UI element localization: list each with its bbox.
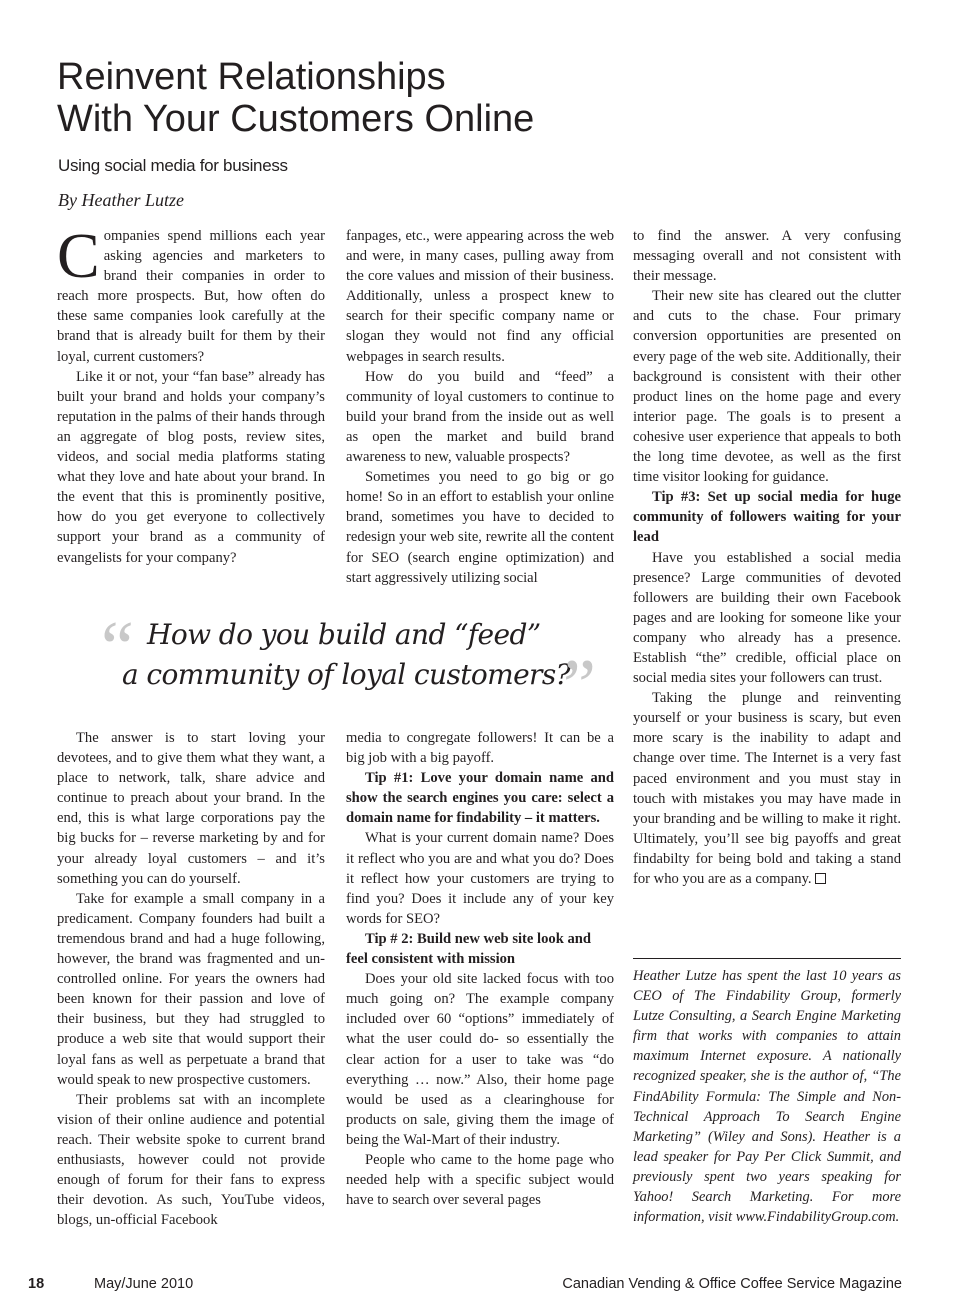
column-5 xyxy=(346,728,614,1210)
paragraph: People who came to the home page who needed help with a specific subject would have to search over several pages xyxy=(346,1151,614,1209)
issue-date: May/June 2010 xyxy=(94,1276,194,1292)
paragraph-text: Taking the plunge and reinventing yourself or your business is scary, but even more scary is the inability to adapt and change over time. The Internet is a very fast paced environment and you must stay in touch with mistakes you may have made in your branding and be willing to make it right. Ultimately, you’ll see big payoffs and great findabilty for being bold and taking a stand for who you are as a company. xyxy=(633,690,901,887)
paragraph: Their new site has cleared out the clutter and cuts to the chase. Four primary conversion opportunities are presented on every page of the web site. Additionally, their background is consistent with their other product lines on the home page and every interior page. The goals is to present a cohesive user experience that appeals to both the long time devotee, as well as the first time visitor looking for guidance. xyxy=(633,288,901,486)
tip-1-heading: Tip #1: Love your domain name and show the search engines you care: select a domain name for findability – it matters. xyxy=(346,770,614,827)
hollow-square-icon xyxy=(815,873,826,884)
close-quote-mark-icon: ” xyxy=(563,645,596,727)
bio-divider xyxy=(633,958,901,959)
paragraph xyxy=(633,688,901,889)
article-subtitle: Using social media for business xyxy=(58,156,288,175)
pull-quote-line-2: a community of loyal customers? xyxy=(122,658,571,691)
tip-3-heading: Tip #3: Set up social media for huge community of followers waiting for your lead xyxy=(633,489,901,546)
paragraph-text: ompanies spend millions each year asking agencies and marketers to brand their companies in order to reach more prospects. But, how often do these same companies look carefully at the brand that is already built for them by their loyal, current customers? xyxy=(57,228,325,365)
paragraph: to find the answer. A very confusing messaging overall and not consistent with their message. xyxy=(633,228,901,285)
paragraph: Their problems sat with an incomplete vision of their online audience and potential reach. Their website spoke to current brand enthusiasts, however could not provide enough of forum for their fans to express their devotion. As such, YouTube videos, blogs, un-official Facebook xyxy=(57,1091,325,1229)
column-1 xyxy=(57,220,325,568)
paragraph: The answer is to start loving your devotees, and to give them what they want, a place to network, talk, share advice and continue to preach about your brand. In the end, this is what large corporations pay the big bucks for – reverse marketing by and for your already loyal customers – and it’s something you can do yourself. xyxy=(57,730,325,887)
paragraph: fanpages, etc., were appearing across the web and were, in many cases, pulling away from the core values and mission of their business. Additionally, unless a prospect knew to search for their specific company name or slogan they would not find any official webpages in search results. xyxy=(346,228,614,365)
tip-2-heading: Tip # 2: Build new web site look and feel consistent with mission xyxy=(346,930,591,968)
paragraph: How do you build and “feed” a community of loyal customers to continue to build your brand from the inside out as well as open the market and build brand awareness to new, valuable prospects? xyxy=(346,368,614,466)
article-title xyxy=(57,56,677,140)
magazine-name: Canadian Vending & Office Coffee Service Magazine xyxy=(562,1276,902,1292)
paragraph xyxy=(57,220,325,367)
paragraph: Does your old site lacked focus with too much going on? The example company included over 60 “options” immediately of what the user could do- so essentially the clear action for a user to take was “do everything … now.” Also, their home page would be used as a clearinghouse for products on sale, giving them the image of being the Wal-Mart of their industry. xyxy=(346,971,614,1148)
column-3 xyxy=(633,226,901,889)
author-bio: Heather Lutze has spent the last 10 years as CEO of The Findability Group, formerly Lutze Consulting, a Search Engine Marketing firm that works with companies to attain maximum Internet exposure. A nationally recognized speaker, she is the author of, “The FindAbility Formula: The Simple and Non-Technical Approach To Search Engine Marketing” (Wiley and Sons). Heather is a lead speaker for Pay Per Click Summit, and previously spent two years speaking for Yahoo! Search Marketing. For more information, visit www.FindabilityGroup.com. xyxy=(633,968,901,1226)
pull-quote-line-1: How do you build and “feed” xyxy=(147,618,541,651)
open-quote-mark-icon: “ xyxy=(101,607,134,689)
column-4 xyxy=(57,728,325,1230)
paragraph: Have you established a social media presence? Large communities of devoted followers are building their own Facebook pages and are looking for someone like your company who already has a presence. Establish “the” credible, official place on social media sites your followers can trust. xyxy=(633,549,901,687)
drop-cap: C xyxy=(57,220,100,291)
byline: By Heather Lutze xyxy=(58,190,184,210)
paragraph: Like it or not, your “fan base” already has built your brand and holds your company’s reputation in the palms of their hands through an aggregate of blog posts, review sites, videos, and social media platforms stating what they love and hate about your brand. In the event that this is prominently positive, how do you get everyone to collectively support your brand as a community of evangelists for your company? xyxy=(57,368,325,566)
column-2 xyxy=(346,226,614,588)
paragraph: What is your current domain name? Does it reflect who you are and what you do? Does it reflect how your customers are trying to find you? Does it include any of your key words for SEO? xyxy=(346,830,614,927)
paragraph: media to congregate followers! It can be a big job with a big payoff. xyxy=(346,730,614,767)
pull-quote xyxy=(95,607,615,727)
paragraph: Take for example a small company in a predicament. Company founders had built a tremendous brand and had a huge following, however, the brand was fragmented and un-controlled online. For years the owners had been known for their passion and love of their business, but they had struggled to produce a web site that would support their loyal fans as well as perpetuate a brand that would speak to new prospective customers. xyxy=(57,890,325,1088)
paragraph: Sometimes you need to go big or go home! So in an effort to establish your online brand, sometimes you have to decided to redesign your web site, rewrite all the content for SEO (search engine optimization) and start aggressively utilizing social xyxy=(346,469,614,586)
title-line-2: With Your Customers Online xyxy=(57,98,535,140)
page-number: 18 xyxy=(28,1276,45,1292)
title-line-1: Reinvent Relationships xyxy=(57,56,446,98)
